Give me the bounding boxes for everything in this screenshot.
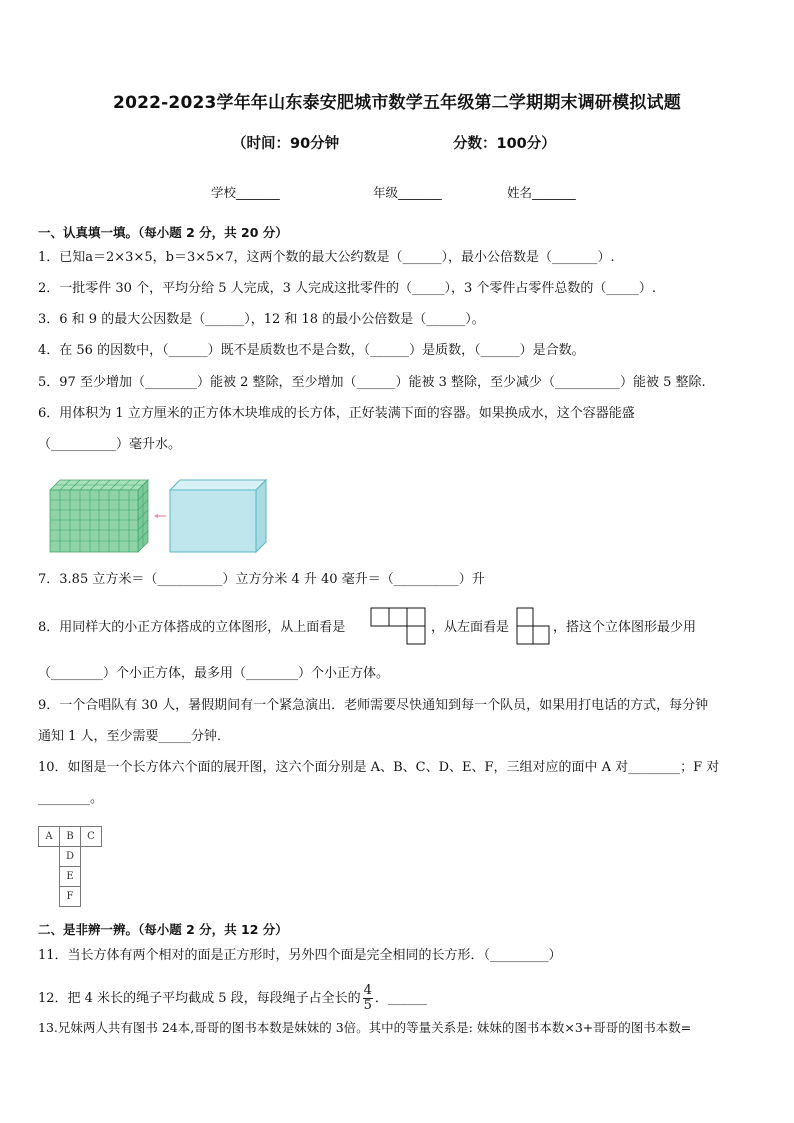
question-5: 5．97 至少增加（________）能被 2 整除，至少增加（______）能被 3 整除，至少减少（__________）能被 5 整除. — [38, 375, 706, 390]
section-heading-judge: 二、是非辨一辨。（每小题 2 分，共 12 分） — [38, 922, 288, 937]
question-8-text-b: ，从左面看是 — [431, 620, 510, 635]
question-9-line2: 通知 1 人，至少需要_____分钟． — [38, 729, 231, 744]
question-2: 2．一批零件 30 个，平均分给 5 人完成，3 人完成这批零件的（_____），3 个零件占零件总数的（_____）. — [38, 281, 657, 296]
question-12 — [38, 984, 427, 1013]
page-title: 2022-2023学年年山东泰安肥城市数学五年级第二学期期末调研模拟试题 — [113, 93, 681, 113]
question-4: 4．在 56 的因数中，（______）既不是质数也不是合数，（______）是质数，（______）是合数。 — [38, 343, 585, 358]
question-10-line1: 10．如图是一个长方体六个面的展开图，这六个面分别是 A、B、C、D、E、F，三组对应的面中 A 对________；F 对 — [38, 760, 720, 775]
left-view-figure — [516, 607, 550, 645]
question-12-blank: ．______ — [374, 991, 427, 1006]
name-field: 姓名_______ — [507, 185, 576, 200]
grade-field: 年级_______ — [373, 185, 442, 200]
question-6-line2: （__________）毫升水。 — [38, 437, 182, 452]
question-1: 1．已知a＝2×3×5，b＝3×5×7，这两个数的最大公约数是（______），最小公倍数是（_______）. — [38, 250, 615, 265]
cube-block-and-container-figure — [48, 478, 270, 554]
question-12-text: 12．把 4 米长的绳子平均截成 5 段，每段绳子占全长的 — [38, 991, 361, 1006]
exam-score: 分数：100分） — [453, 136, 556, 152]
question-8-text-a: 8．用同样大的小正方体搭成的立体图形，从上面看是 — [38, 620, 346, 635]
net-face-b: B — [59, 826, 81, 847]
top-view-figure — [370, 607, 428, 645]
net-face-d: D — [59, 846, 81, 867]
question-8-text-c: ，搭这个立体图形最少用 — [553, 620, 697, 635]
net-face-f: F — [59, 886, 81, 907]
question-9-line1: 9．一个合唱队有 30 人，暑假期间有一个紧急演出．老师需要尽快通知到每一个队员，如果用打电话的方式，每分钟 — [38, 698, 709, 713]
net-face-a: A — [38, 826, 60, 847]
question-6-line1: 6．用体积为 1 立方厘米的正方体木块堆成的长方体，正好装满下面的容器。如果换成水，这个容器能盛 — [38, 406, 635, 421]
question-7: 7．3.85 立方米＝（__________）立方分米 4 升 40 毫升＝（__________）升 — [38, 572, 485, 587]
container-illustration — [170, 480, 266, 552]
question-10-line2: ________。 — [38, 791, 104, 806]
school-field: 学校_______ — [211, 185, 280, 200]
cube-block-illustration — [50, 480, 148, 552]
section-heading-fill: 一、认真填一填。（每小题 2 分，共 20 分） — [38, 225, 288, 240]
arrow-icon — [154, 514, 166, 518]
exam-time: （时间：90分钟 — [232, 136, 340, 152]
question-11: 11．当长方体有两个相对的面是正方形时，另外四个面是完全相同的长方形．（_________） — [38, 948, 562, 963]
question-8-line2: （________）个小正方体，最多用（________）个小正方体。 — [38, 666, 390, 681]
question-3: 3．6 和 9 的最大公因数是（______），12 和 18 的最小公倍数是（______）。 — [38, 312, 485, 327]
fraction: $\frac{4}{5}$ — [363, 983, 372, 1013]
net-face-c: C — [80, 826, 102, 847]
net-face-e: E — [59, 866, 81, 887]
question-13: 13.兄妹两人共有图书 24本,哥哥的图书本数是妹妹的 3倍。其中的等量关系是: 妹妹的图书本数×3+哥哥的图书本数= — [38, 1020, 692, 1035]
